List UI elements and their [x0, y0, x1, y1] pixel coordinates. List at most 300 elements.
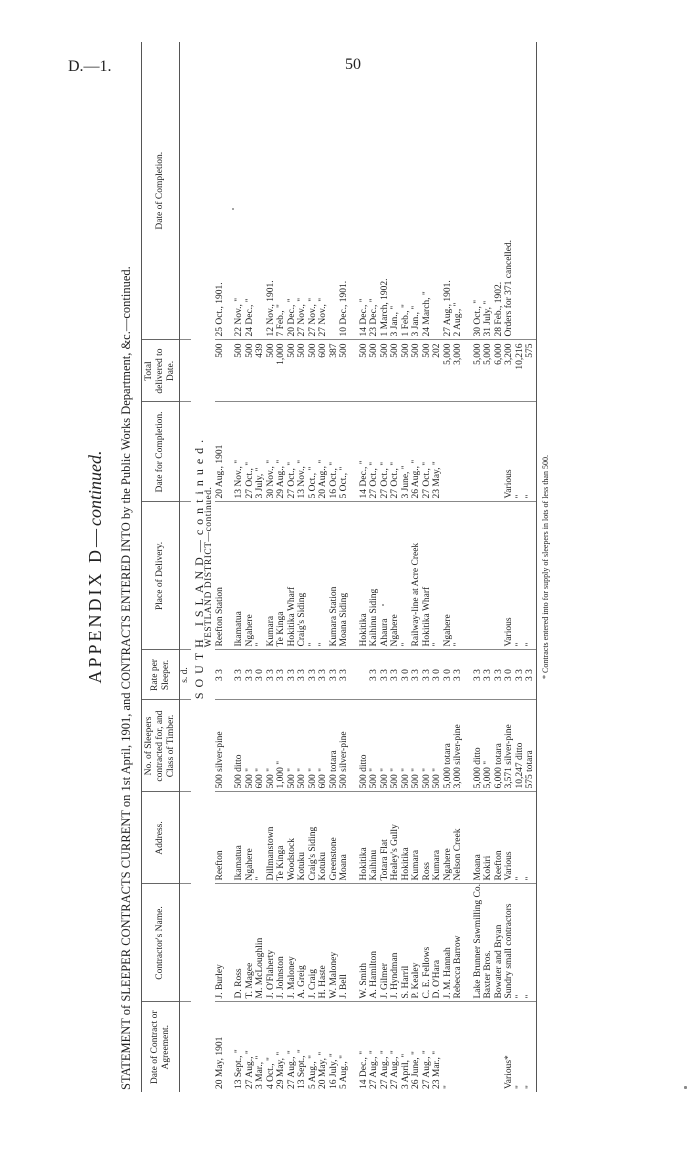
address: Moana [473, 792, 484, 884]
total-delivered: 500 [287, 340, 298, 402]
table-row [390, 42, 401, 1092]
date-of-completion [525, 42, 536, 340]
date-of-completion: 12 Nov., 1901. [266, 42, 277, 340]
rate: 3 3 [287, 650, 298, 700]
total-delivered: 5,000 [473, 340, 484, 402]
sleepers-and-timber: 500 " [308, 700, 319, 792]
date-for-completion: 27 Oct., " [390, 402, 401, 502]
table-row [297, 42, 308, 1092]
date-for-completion: 5 Oct., " [339, 402, 350, 502]
total-delivered: 1,000 [276, 340, 287, 402]
col-date-for-completion: Date for Completion. [142, 402, 180, 502]
date-for-completion: 14 Dec., " [359, 402, 370, 502]
total-delivered: 500 [297, 340, 308, 402]
table-row [453, 42, 464, 1092]
address: Te Kinga [276, 792, 287, 884]
table-body [180, 42, 537, 1092]
contract-date: 27 Aug., " [390, 1050, 400, 1089]
rate: 3 3 [215, 650, 226, 700]
document-code: D.—1. [68, 58, 112, 75]
rate: 3 3 [515, 650, 526, 700]
sleepers-and-timber: 500 " [380, 700, 391, 792]
table-row [339, 42, 350, 1092]
contractor-name: T. Magee [245, 884, 256, 1002]
date-for-completion: 20 Aug., " [318, 402, 329, 502]
date-of-completion: 7 Feb., " [276, 42, 287, 340]
statement-heading: STATEMENT of SLEEPER CONTRACTS CURRENT on 1st April, 1901, and CONTRACTS ENTERED INTO by the Public Works Department, &c.—continued. [119, 266, 133, 1090]
table-row [318, 42, 329, 1092]
address: Kotuku [297, 792, 308, 884]
place-of-delivery: Kumara [266, 502, 277, 650]
place-of-delivery: " [432, 502, 443, 650]
contract-date: " [442, 1085, 453, 1089]
table-row [515, 42, 526, 1092]
address: " [255, 792, 266, 884]
date-for-completion: " [515, 402, 526, 502]
contractor-name: Lake Brunner Sawmilling Co. [473, 884, 484, 1002]
place-of-delivery: Ikamatua [234, 502, 245, 650]
contract-date: 27 Aug., " [379, 1050, 390, 1089]
rate: 3 3 [318, 650, 329, 700]
group-spacer [225, 42, 234, 1092]
contract-date: 5 Aug., " [339, 1055, 349, 1089]
date-of-completion: 3 Jan., " [390, 42, 401, 340]
contract-date: 20 May, 1901 [214, 1036, 225, 1089]
contract-date: 3 April, " [400, 1053, 411, 1089]
place-of-delivery: Moana Siding [339, 502, 350, 650]
sleepers-and-timber: 500 totara [329, 700, 340, 792]
total-delivered: 500 [245, 340, 256, 402]
place-of-delivery: Kumara Station [329, 502, 340, 650]
col-place: Place of Delivery. [142, 502, 180, 650]
address: Ngahere [443, 792, 454, 884]
rate-units: s. d. [180, 650, 191, 700]
date-of-completion: Orders for 371 cancelled. [504, 42, 515, 340]
date-for-completion: 3 June, " [401, 402, 412, 502]
contractor-name: D. O'Hara [432, 884, 443, 1002]
contractor-name: J. M. Hannah [443, 884, 454, 1002]
sleepers-and-timber: 500 ditto [359, 700, 370, 792]
date-of-completion: 27 Nov., " [297, 42, 308, 340]
address: Totara Flat [380, 792, 391, 884]
contract-date: " [514, 1085, 525, 1089]
sleepers-and-timber: 600 " [318, 700, 329, 792]
date-of-completion [515, 42, 526, 340]
sleepers-and-timber: 5,000 " [483, 700, 494, 792]
place-of-delivery: Ngahere [390, 502, 401, 650]
total-delivered: 500 [234, 340, 245, 402]
date-for-completion: 27 Oct., " [287, 402, 298, 502]
address: Woodstock [287, 792, 298, 884]
date-for-completion: Various [504, 402, 515, 502]
rate: 3 0 [504, 650, 515, 700]
date-for-completion [483, 402, 494, 502]
place-of-delivery: Various [504, 502, 515, 650]
address: Reefton [494, 792, 505, 884]
contract-date: 26 June, " [411, 1051, 421, 1089]
date-for-completion: 13 Nov., " [297, 402, 308, 502]
date-for-completion [494, 402, 505, 502]
address: " [525, 792, 536, 884]
date-for-completion: 27 Oct., " [380, 402, 391, 502]
rate: 3 3 [339, 650, 350, 700]
sleepers-and-timber: 1,000 " [276, 700, 287, 792]
place-of-delivery: " [401, 502, 412, 650]
date-for-completion: 20 Aug., 1901 [215, 402, 226, 502]
sleepers-and-timber: 3,571 silver-pine [504, 700, 515, 792]
address: Kokiri [483, 792, 494, 884]
place-of-delivery [483, 502, 494, 650]
total-delivered: 500 [401, 340, 412, 402]
place-of-delivery: " [453, 502, 464, 650]
col-rate: Rate per Sleeper. [142, 650, 180, 700]
address: Healey's Gully [390, 792, 401, 884]
total-delivered: 387 [329, 340, 340, 402]
place-of-delivery: Hokitika Wharf [422, 502, 433, 650]
rate: 3 3 [473, 650, 484, 700]
sleepers-and-timber: 500 ditto [234, 700, 245, 792]
total-delivered: 439 [255, 340, 266, 402]
contract-date: 5 Aug., " [307, 1055, 318, 1089]
contractor-name: A. Greig [297, 884, 308, 1002]
date-of-completion [329, 42, 340, 340]
rate: 3 3 [329, 650, 340, 700]
date-of-completion: 23 Dec., " [369, 42, 380, 340]
contract-date [473, 1002, 484, 1092]
total-delivered: 500 [215, 340, 226, 402]
table-row [329, 42, 340, 1092]
date-of-completion: 3 Jan., " [411, 42, 422, 340]
date-of-completion: 1 March, 1902. [380, 42, 391, 340]
rate: 3 3 [380, 650, 391, 700]
contract-date: 27 Aug., " [286, 1050, 297, 1089]
sleepers-and-timber: 500 " [422, 700, 433, 792]
place-of-delivery: Railway-line at Acre Creek [411, 502, 422, 650]
date-of-completion [432, 42, 443, 340]
contract-date [494, 1002, 505, 1092]
contractor-name: H. Haste [318, 884, 329, 1002]
rate: 3 3 [308, 650, 319, 700]
sleepers-and-timber: 500 " [432, 700, 443, 792]
contractor-name: J. Bell [339, 884, 350, 1002]
total-delivered: 500 [380, 340, 391, 402]
place-of-delivery: Ngahere [443, 502, 454, 650]
sleepers-and-timber: 500 " [297, 700, 308, 792]
sleeper-contracts-table [141, 42, 537, 1092]
total-delivered: 500 [369, 340, 380, 402]
contract-date: 27 Aug., " [421, 1050, 432, 1089]
sleepers-and-timber: 500 silver-pine [339, 700, 350, 792]
address: Kaihinu [369, 792, 380, 884]
place-of-delivery: Hokitika [359, 502, 370, 650]
sleepers-and-timber: 500 silver-pine [215, 700, 226, 792]
total-delivered: 500 [390, 340, 401, 402]
section-heading: SOUTH ISLAND—continued. [191, 434, 206, 700]
total-delivered: 575 [525, 340, 536, 402]
total-delivered: 500 [266, 340, 277, 402]
contractor-name: J. Burley [215, 884, 226, 1002]
rate: 3 3 [276, 650, 287, 700]
contractor-name: D. Ross [234, 884, 245, 1002]
place-of-delivery: Reefton Station [215, 502, 226, 650]
table-row [483, 42, 494, 1092]
total-delivered: 3,000 [453, 340, 464, 402]
group-spacer [464, 42, 473, 1092]
table-row [494, 42, 505, 1092]
address: Kumara [432, 792, 443, 884]
rate: 3 3 [411, 650, 422, 700]
contract-date [483, 1002, 494, 1092]
contract-date: 13 Sept., " [297, 1049, 307, 1089]
total-delivered: 500 [308, 340, 319, 402]
address: Hokitika [359, 792, 370, 884]
place-of-delivery: " [318, 502, 329, 650]
place-of-delivery: Hokitika Wharf [287, 502, 298, 650]
stray-mark [232, 208, 234, 210]
total-delivered: 10,216 [515, 340, 526, 402]
table-row [245, 42, 256, 1092]
rate: 3 3 [494, 650, 505, 700]
total-delivered: 500 [359, 340, 370, 402]
place-of-delivery: " [515, 502, 526, 650]
date-of-completion: 30 Oct., " [473, 42, 484, 340]
table-row [411, 42, 422, 1092]
address: Greenstone [329, 792, 340, 884]
address: " [515, 792, 526, 884]
contract-date: 14 Dec., " [358, 1050, 369, 1089]
appendix-title: APPENDIX D—continued. [85, 450, 105, 684]
date-of-completion: 24 March, " [422, 42, 433, 340]
rate: 3 0 [443, 650, 454, 700]
date-of-completion: 27 Nov., " [308, 42, 319, 340]
address: Nelson Creek [453, 792, 464, 884]
contractor-name: W. Maloney [329, 884, 340, 1002]
total-delivered: 500 [339, 340, 350, 402]
contractor-name: Bowater and Bryan [494, 884, 505, 1002]
date-of-completion: 31 July, " [483, 42, 494, 340]
table-row [432, 42, 443, 1092]
rate: 3 3 [453, 650, 464, 700]
date-of-completion: 24 Dec., " [245, 42, 256, 340]
rate: 3 3 [234, 650, 245, 700]
sleepers-and-timber: 5,000 totara [443, 700, 454, 792]
stray-mark [684, 1086, 687, 1089]
date-of-completion: 10 Dec., 1901. [339, 42, 350, 340]
sleepers-and-timber: 500 " [287, 700, 298, 792]
date-of-completion: 22 Nov., " [234, 42, 245, 340]
group-spacer [350, 42, 359, 1092]
date-of-completion: 28 Feb., 1902. [494, 42, 505, 340]
rate: 3 3 [245, 650, 256, 700]
total-delivered: 500 [411, 340, 422, 402]
address: Moana [339, 792, 350, 884]
rate: 3 0 [255, 650, 266, 700]
table-row [308, 42, 319, 1092]
contractor-name: C. E. Fellows [422, 884, 433, 1002]
date-for-completion [473, 402, 484, 502]
table-row [255, 42, 266, 1092]
contractor-name: Rebecca Barrow [453, 884, 464, 1002]
date-for-completion: 27 Oct., " [369, 402, 380, 502]
footnote: * Contracts entered into for supply of sleepers in lots of less than 500. [541, 455, 550, 679]
date-for-completion: 27 Oct., " [422, 402, 433, 502]
date-for-completion: 13 Nov., " [234, 402, 245, 502]
address: Craig's Siding [308, 792, 319, 884]
col-date-contract: Date of Contract or Agreement. [142, 1002, 180, 1092]
total-delivered: 202 [432, 340, 443, 402]
address: Ikamatua [234, 792, 245, 884]
address: Various [504, 792, 515, 884]
date-of-completion: 25 Oct., 1901. [215, 42, 226, 340]
sleepers-and-timber: 500 " [411, 700, 422, 792]
address: Hokitika [401, 792, 412, 884]
contractor-name: A. Hamilton [369, 884, 380, 1002]
rotated-page-content [85, 42, 695, 1092]
col-date-of-completion: Date of Completion. [142, 42, 180, 340]
col-total-delivered: Total delivered to Date. [142, 340, 180, 402]
date-for-completion: 30 Nov., " [266, 402, 277, 502]
table-row [422, 42, 433, 1092]
sleepers-and-timber: 6,000 totara [494, 700, 505, 792]
total-delivered: 5,000 [483, 340, 494, 402]
total-delivered: 600 [318, 340, 329, 402]
address: Dillmanstown [266, 792, 277, 884]
contract-date: Various* [504, 1055, 514, 1089]
contractor-name: J. O'Flaherty [266, 884, 277, 1002]
contractor-name: P. Kealey [411, 884, 422, 1002]
date-for-completion: 23 May, " [432, 402, 443, 502]
place-of-delivery: Ahaura [380, 502, 391, 650]
place-of-delivery: " [255, 502, 266, 650]
col-contractor: Contractor's Name. [142, 884, 180, 1002]
rate: 3 3 [422, 650, 433, 700]
date-for-completion: 29 Aug., " [276, 402, 287, 502]
place-of-delivery: " [308, 502, 319, 650]
contract-date: 27 Aug., " [369, 1050, 379, 1089]
contractor-name: J. Craig [308, 884, 319, 1002]
date-for-completion [453, 402, 464, 502]
address: Ross [422, 792, 433, 884]
contract-date: 27 Aug., " [244, 1050, 255, 1089]
rate [359, 650, 370, 700]
sleepers-and-timber: 500 " [390, 700, 401, 792]
sleepers-and-timber: 5,000 ditto [473, 700, 484, 792]
address: Ngahere [245, 792, 256, 884]
table-header-row [142, 42, 180, 1092]
date-of-completion: 20 Dec., " [287, 42, 298, 340]
table-row [525, 42, 536, 1092]
rate: 3 3 [297, 650, 308, 700]
table-row [359, 42, 370, 1092]
sleepers-and-timber: 3,000 silver-pine [453, 700, 464, 792]
sleepers-and-timber: 500 " [401, 700, 412, 792]
contractor-name: J. Gilmer [380, 884, 391, 1002]
date-of-completion: 27 Aug., 1901. [443, 42, 454, 340]
date-for-completion: 27 Oct., " [245, 402, 256, 502]
total-delivered: 5,000 [443, 340, 454, 402]
rate: 3 0 [401, 650, 412, 700]
date-of-completion: 27 Nov., " [318, 42, 329, 340]
table-row [380, 42, 391, 1092]
place-of-delivery [494, 502, 505, 650]
place-of-delivery: Te Kinga [276, 502, 287, 650]
place-of-delivery: " [525, 502, 536, 650]
contractor-name: Baxter Bros. [483, 884, 494, 1002]
place-of-delivery: Kaihinu Siding [369, 502, 380, 650]
stray-mark [382, 604, 384, 606]
date-for-completion [443, 402, 454, 502]
rate: 3 0 [432, 650, 443, 700]
district-heading: WESTLAND DISTRICT—continued. [204, 486, 214, 648]
place-of-delivery: Ngahere [245, 502, 256, 650]
contractor-name: J. Maloney [287, 884, 298, 1002]
contract-date: 4 Oct., " [265, 1057, 276, 1089]
table-row [234, 42, 245, 1092]
contract-date: 13 Sept., " [234, 1049, 244, 1089]
table-row [369, 42, 380, 1092]
contract-date: " [525, 1002, 536, 1092]
contractor-name: " [525, 884, 536, 1002]
date-for-completion: 5 Oct., " [308, 402, 319, 502]
contractor-name: Sundry small contractors [504, 884, 515, 1002]
place-of-delivery: Craig's Siding [297, 502, 308, 650]
page-number: 50 [345, 56, 361, 73]
sleepers-and-timber: 10,247 ditto [515, 700, 526, 792]
date-of-completion: 1 Feb., " [401, 42, 412, 340]
table-row [276, 42, 287, 1092]
contractor-name: W. Smith [359, 884, 370, 1002]
sleepers-and-timber: 500 " [369, 700, 380, 792]
sleepers-and-timber: 600 " [255, 700, 266, 792]
contract-date: 16 July, " [328, 1053, 339, 1089]
total-delivered: 500 [422, 340, 433, 402]
rate: 3 3 [390, 650, 401, 700]
contract-date [453, 1002, 464, 1092]
contractor-name: M. McLoughlin [255, 884, 266, 1002]
contract-date: 20 May, " [318, 1051, 328, 1089]
table-row [443, 42, 454, 1092]
contractor-name: J. Johnston [276, 884, 287, 1002]
rate: 3 3 [483, 650, 494, 700]
date-of-completion: 2 Aug., " [453, 42, 464, 340]
contract-date: 3 Mar., " [255, 1055, 265, 1089]
table-row [504, 42, 515, 1092]
date-for-completion: 26 Aug., " [411, 402, 422, 502]
date-for-completion: 16 Oct., " [329, 402, 340, 502]
sleepers-and-timber: 500 " [266, 700, 277, 792]
contract-date: 29 May, " [276, 1051, 286, 1089]
rate: 3 3 [369, 650, 380, 700]
sleepers-and-timber: 575 totara [525, 700, 536, 792]
place-of-delivery [473, 502, 484, 650]
contract-date: 23 Mar., " [432, 1050, 442, 1089]
total-delivered: 6,000 [494, 340, 505, 402]
date-for-completion: 3 July, " [255, 402, 266, 502]
contractor-name: S. Harril [401, 884, 412, 1002]
table-row [401, 42, 412, 1092]
table-row [473, 42, 484, 1092]
contractor-name: J. Hyndman [390, 884, 401, 1002]
address: Reefton [215, 792, 226, 884]
sleepers-and-timber: 500 " [245, 700, 256, 792]
rate: 3 3 [525, 650, 536, 700]
table-row [266, 42, 277, 1092]
date-of-completion: 14 Dec., " [359, 42, 370, 340]
address: Kumara [411, 792, 422, 884]
col-address: Address. [142, 792, 180, 884]
total-delivered: 3,200 [504, 340, 515, 402]
contractor-name: " [515, 884, 526, 1002]
